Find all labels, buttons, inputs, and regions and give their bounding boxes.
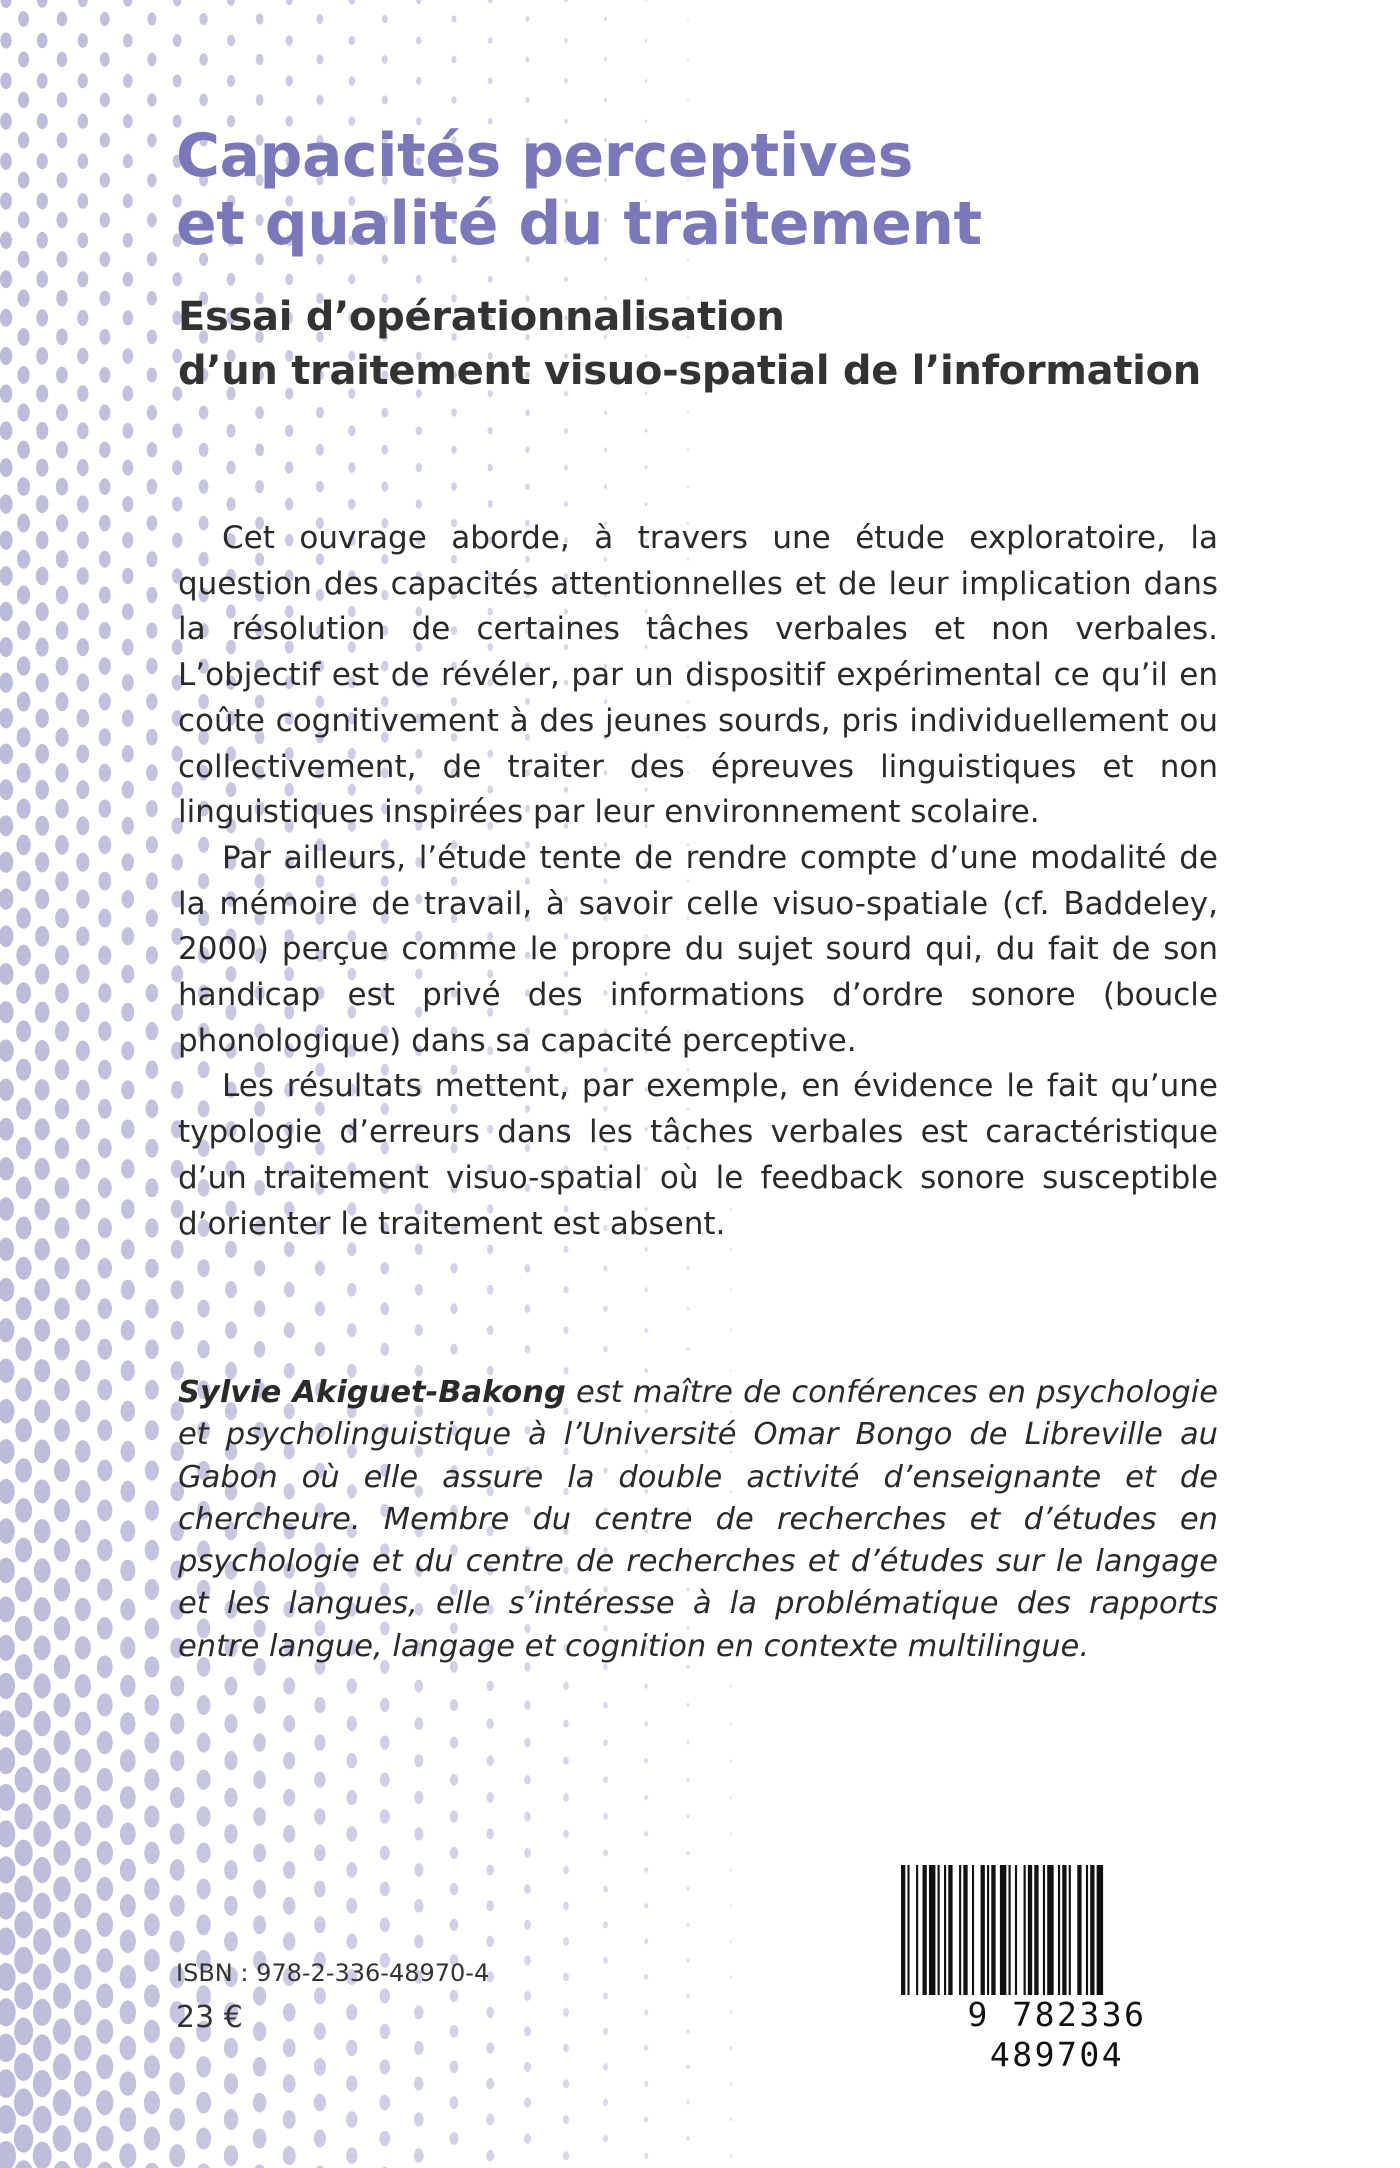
- abstract-paragraph: Par ailleurs, l’étude tente de rendre compte d’une modalité de la mémoire de travail, à savoir celle visuo-spatiale (cf. Baddeley, 2000) perçue comme le propre du sujet sourd qui, du fait de son handicap est privé des informations d’ordre sonore (boucle phonologique) dans sa capacité perceptive.: [178, 839, 1218, 1059]
- author-bio: [178, 1372, 1218, 1668]
- isbn: ISBN : 978-2-336-48970-4: [176, 1959, 490, 1987]
- barcode-digits: 9 782336 489704: [899, 1995, 1215, 2075]
- author-bio-text: est maître de conférences en psychologie et psycholinguistique à l’Université Omar Bongo de Libreville au Gabon où elle assure la double activité d’enseignante et de chercheure. Membre du centre de recherches et d’études en psychologie et du centre de recherches et d’études sur le langage et les langues, elle s’intéresse à la problématique des rapports entre langue, langage et cognition en contexte multilingue.: [178, 1375, 1218, 1664]
- title-line-2: et qualité du traitement: [176, 189, 982, 259]
- book-subtitle: [178, 290, 1278, 398]
- book-title: [176, 122, 1276, 258]
- barcode: [893, 1857, 1221, 2074]
- subtitle-line-2: d’un traitement visuo-spatial de l’information: [178, 348, 1201, 394]
- abstract-paragraph: Les résultats mettent, par exemple, en évidence le fait qu’une typologie d’erreurs dans les tâches verbales est caractéristique d’un traitement visuo-spatial où le feedback sonore susceptible d’orienter le traitement est absent.: [178, 1068, 1218, 1242]
- subtitle-line-1: Essai d’opérationnalisation: [178, 294, 785, 340]
- abstract: [178, 516, 1218, 1247]
- author-name: Sylvie Akiguet-Bakong: [178, 1375, 566, 1410]
- abstract-paragraph: Cet ouvrage aborde, à travers une étude exploratoire, la question des capacités attentionnelles et de leur implication dans la résolution de certaines tâches verbales et non verbales. L’objectif est de révéler, par un dispositif expérimental ce qu’il en coûte cognitivement à des jeunes sourds, pris individuellement ou collectivement, de traiter des épreuves linguistiques et non linguistiques inspirées par leur environnement scolaire.: [178, 520, 1218, 831]
- title-line-1: Capacités perceptives: [176, 121, 913, 191]
- price: 23 €: [176, 2000, 243, 2035]
